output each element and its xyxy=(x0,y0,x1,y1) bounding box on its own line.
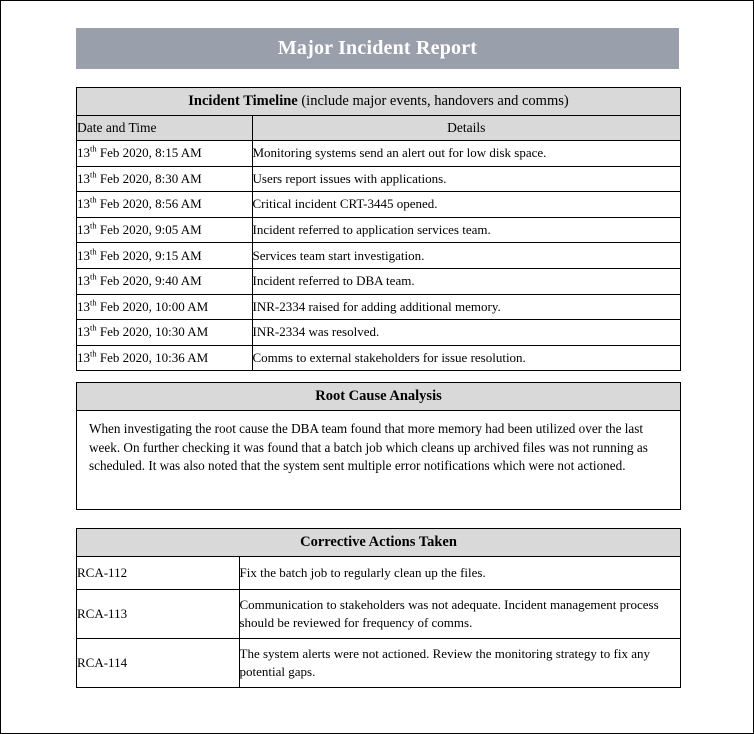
corrective-action-description: The system alerts were not actioned. Review the monitoring strategy to fix any potential gaps. xyxy=(239,639,680,688)
report-title-banner xyxy=(76,28,679,69)
timeline-date-ordinal-suffix: th xyxy=(90,271,97,282)
corrective-action-description: Communication to stakeholders was not adequate. Incident management process should be reviewed for frequency of comms. xyxy=(239,590,680,639)
table-row xyxy=(77,320,680,346)
timeline-date-day: 13 xyxy=(77,350,90,366)
table-row xyxy=(77,557,680,590)
timeline-date-ordinal-suffix: th xyxy=(90,246,97,257)
table-row xyxy=(77,141,680,167)
root-cause-analysis-table xyxy=(76,382,681,510)
timeline-section-header-row xyxy=(77,88,680,116)
table-row xyxy=(77,294,680,320)
timeline-date-cell xyxy=(77,294,252,320)
timeline-details-cell: INR-2334 was resolved. xyxy=(252,320,680,346)
timeline-date-cell xyxy=(77,192,252,218)
timeline-date-ordinal-suffix: th xyxy=(90,323,97,334)
timeline-date-cell xyxy=(77,141,252,167)
root-cause-section-header-row xyxy=(77,383,680,411)
timeline-date-rest: Feb 2020, 8:15 AM xyxy=(96,145,202,161)
table-row xyxy=(77,192,680,218)
timeline-column-header-row xyxy=(77,116,680,141)
root-cause-body-text: When investigating the root cause the DBA team found that more memory had been utilized over the last week. On further checking it was found that a batch job which cleans up archived files was not running as scheduled. It was also noted that the system sent multiple error notifications which were not actioned. xyxy=(77,411,680,510)
timeline-date-cell xyxy=(77,243,252,269)
root-cause-grid xyxy=(77,383,680,509)
timeline-section-header xyxy=(77,88,680,116)
timeline-date-ordinal-suffix: th xyxy=(90,297,97,308)
timeline-date-rest: Feb 2020, 9:15 AM xyxy=(96,247,202,263)
timeline-details-cell: Incident referred to application services team. xyxy=(252,217,680,243)
root-cause-body-row xyxy=(77,411,680,510)
timeline-date-day: 13 xyxy=(77,196,90,212)
timeline-date-ordinal-suffix: th xyxy=(90,220,97,231)
incident-timeline-table xyxy=(76,87,681,371)
corrective-action-id: RCA-113 xyxy=(77,590,239,639)
timeline-details-cell: Comms to external stakeholders for issue resolution. xyxy=(252,345,680,370)
column-header-details: Details xyxy=(252,116,680,141)
timeline-date-rest: Feb 2020, 10:36 AM xyxy=(96,350,209,366)
table-row xyxy=(77,590,680,639)
timeline-grid xyxy=(77,88,680,370)
timeline-date-rest: Feb 2020, 10:30 AM xyxy=(96,324,209,340)
timeline-date-day: 13 xyxy=(77,324,90,340)
timeline-details-cell: Monitoring systems send an alert out for low disk space. xyxy=(252,141,680,167)
table-row xyxy=(77,639,680,688)
timeline-date-day: 13 xyxy=(77,273,90,289)
table-row xyxy=(77,345,680,370)
timeline-date-day: 13 xyxy=(77,222,90,238)
timeline-date-rest: Feb 2020, 8:30 AM xyxy=(96,170,202,186)
column-header-date-and-time: Date and Time xyxy=(77,116,252,141)
timeline-date-cell xyxy=(77,320,252,346)
table-row xyxy=(77,268,680,294)
timeline-date-rest: Feb 2020, 9:05 AM xyxy=(96,222,202,238)
table-row xyxy=(77,166,680,192)
timeline-date-rest: Feb 2020, 9:40 AM xyxy=(96,273,202,289)
corrective-actions-table xyxy=(76,528,681,688)
timeline-date-cell xyxy=(77,268,252,294)
page-title: Major Incident Report xyxy=(277,37,478,59)
timeline-details-cell: Users report issues with applications. xyxy=(252,166,680,192)
table-row xyxy=(77,243,680,269)
timeline-details-cell: INR-2334 raised for adding additional memory. xyxy=(252,294,680,320)
timeline-date-ordinal-suffix: th xyxy=(90,143,97,154)
corrective-action-description: Fix the batch job to regularly clean up the files. xyxy=(239,557,680,590)
timeline-date-day: 13 xyxy=(77,170,90,186)
corrective-actions-section-header-row xyxy=(77,529,680,557)
timeline-date-day: 13 xyxy=(77,298,90,314)
timeline-details-cell: Incident referred to DBA team. xyxy=(252,268,680,294)
timeline-section-header-light: (include major events, handovers and comms) xyxy=(297,93,569,109)
timeline-section-header-strong: Incident Timeline xyxy=(188,93,298,109)
corrective-actions-section-header: Corrective Actions Taken xyxy=(77,529,680,557)
timeline-details-cell: Services team start investigation. xyxy=(252,243,680,269)
root-cause-section-header: Root Cause Analysis xyxy=(77,383,680,411)
timeline-date-day: 13 xyxy=(77,247,90,263)
timeline-date-ordinal-suffix: th xyxy=(90,195,97,206)
timeline-date-ordinal-suffix: th xyxy=(90,169,97,180)
timeline-date-rest: Feb 2020, 10:00 AM xyxy=(96,298,209,314)
timeline-date-ordinal-suffix: th xyxy=(90,348,97,359)
corrective-action-id: RCA-112 xyxy=(77,557,239,590)
corrective-action-id: RCA-114 xyxy=(77,639,239,688)
corrective-actions-grid xyxy=(77,529,680,687)
timeline-details-cell: Critical incident CRT-3445 opened. xyxy=(252,192,680,218)
timeline-date-cell xyxy=(77,345,252,370)
timeline-date-rest: Feb 2020, 8:56 AM xyxy=(96,196,202,212)
timeline-date-cell xyxy=(77,217,252,243)
table-row xyxy=(77,217,680,243)
timeline-date-cell xyxy=(77,166,252,192)
timeline-date-day: 13 xyxy=(77,145,90,161)
